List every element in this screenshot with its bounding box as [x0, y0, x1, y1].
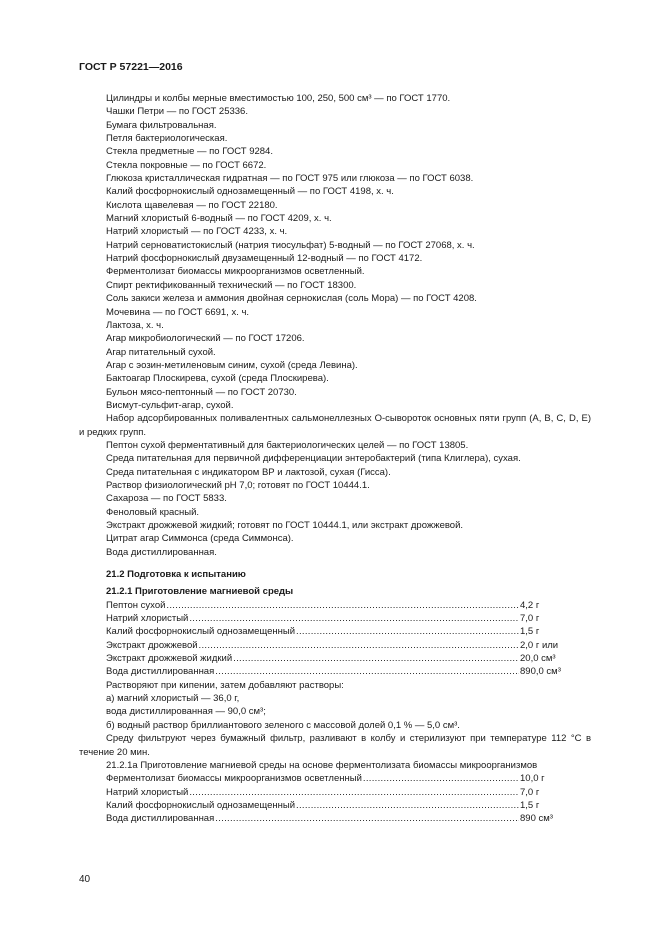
list-item: Спирт ректификованный технический — по ГОСТ 18300. [106, 279, 357, 291]
recipe-row [79, 639, 591, 652]
list-item: Пептон сухой ферментативный для бактериологических целей — по ГОСТ 13805. [106, 439, 469, 451]
ingredient-amount: 10,0 г [520, 773, 545, 785]
recipe-row [79, 599, 591, 612]
subsection-title: 21.2.1 Приготовление магниевой среды [106, 586, 294, 598]
ingredient-amount: 1,5 г [520, 799, 540, 811]
ingredient-name: Калий фосфорнокислый однозамещенный [106, 626, 296, 638]
ingredient-name: Экстракт дрожжевой жидкий [106, 653, 233, 665]
materials-list-continued [79, 439, 591, 559]
list-item: Агар микробиологический — по ГОСТ 17206. [106, 333, 305, 345]
ingredient-amount: 890 см³ [520, 813, 553, 825]
ingredient-name: Натрий хлористый [106, 786, 189, 798]
list-item: Лактоза, х. ч. [106, 319, 164, 331]
materials-list [79, 92, 591, 412]
dot-leader [296, 799, 519, 812]
list-item: Натрий хлористый — по ГОСТ 4233, х. ч. [106, 226, 288, 238]
list-item: Мочевина — по ГОСТ 6691, х. ч. [106, 306, 250, 318]
subsection2-title: 21.2.1а Приготовление магниевой среды на основе ферментолизата биомассы микроорганизмов [106, 759, 538, 771]
dot-leader [199, 639, 519, 652]
list-item: Соль закиси железа и аммония двойная сернокислая (соль Мора) — по ГОСТ 4208. [106, 293, 477, 305]
list-item: Бактоагар Плоскирева, сухой (среда Плоскирева). [106, 373, 329, 385]
page-number: 40 [79, 874, 91, 885]
dot-leader [233, 652, 519, 665]
ingredient-amount: 2,0 г или [520, 639, 559, 651]
list-item: Натрий фосфорнокислый двузамещенный 12-водный — по ГОСТ 4172. [106, 253, 423, 265]
list-item: Ферментолизат биомассы микроорганизмов осветленный. [106, 266, 365, 278]
filter-paragraph: Среду фильтруют через бумажный фильтр, разливают в колбу и стерилизуют при температуре 112 °С в течение 20 мин. [79, 733, 591, 758]
text-line: б) водный раствор бриллиантового зеленого с массовой долей 0,1 % — 5,0 см³. [106, 719, 460, 731]
ingredient-name: Вода дистиллированная [106, 666, 215, 678]
list-item: Среда питательная для первичной дифференциации энтеробактерий (типа Клиглера), сухая. [106, 453, 521, 465]
ingredient-name: Экстракт дрожжевой [106, 639, 198, 651]
ingredient-amount: 20,0 см³ [520, 653, 556, 665]
text-line: вода дистиллированная — 90,0 см³; [106, 706, 266, 718]
recipe-row [79, 812, 591, 825]
recipe-row [79, 652, 591, 665]
ingredient-amount: 7,0 г [520, 613, 540, 625]
ingredient-amount: 1,5 г [520, 626, 540, 638]
list-item: Раствор физиологический рН 7,0; готовят по ГОСТ 10444.1. [106, 479, 370, 491]
list-item: Набор адсорбированных поливалентных сальмонеллезных О-сывороток основных пяти групп (А, В, С, D, Е) и редких групп. [79, 413, 591, 438]
ingredient-name: Натрий хлористый [106, 613, 189, 625]
list-item: Среда питательная с индикатором ВР и лактозой, сухая (Гисса). [106, 466, 391, 478]
list-item: Бумага фильтровальная. [106, 119, 217, 131]
list-item: Висмут-сульфит-агар, сухой. [106, 399, 234, 411]
list-item: Цитрат агар Симмонса (среда Симмонса). [106, 533, 294, 545]
list-item: Натрий серноватистокислый (натрия тиосульфат) 5-водный — по ГОСТ 27068, х. ч. [106, 239, 475, 251]
text-line: Растворяют при кипении, затем добавляют растворы: [106, 679, 344, 691]
ingredient-name: Пептон сухой [106, 599, 166, 611]
recipe-table [79, 599, 591, 679]
recipe-row [79, 772, 591, 785]
list-item: Вода дистиллированная. [106, 546, 217, 558]
ingredient-amount: 890,0 см³ [520, 666, 561, 678]
dot-leader [166, 599, 519, 612]
dot-leader [363, 772, 519, 785]
list-item: Бульон мясо-пептонный — по ГОСТ 20730. [106, 386, 297, 398]
page-content [79, 92, 591, 826]
list-item: Калий фосфорнокислый однозамещенный — по ГОСТ 4198, х. ч. [106, 186, 394, 198]
list-item: Глюкоза кристаллическая гидратная — по ГОСТ 975 или глюкоза — по ГОСТ 6038. [106, 173, 474, 185]
list-item: Петля бактериологическая. [106, 133, 228, 145]
list-item: Стекла покровные — по ГОСТ 6672. [106, 159, 267, 171]
dot-leader [215, 665, 519, 678]
dot-leader [215, 812, 519, 825]
list-item: Феноловый красный. [106, 506, 200, 518]
recipe-row [79, 625, 591, 638]
dot-leader [296, 625, 519, 638]
list-item: Кислота щавелевая — по ГОСТ 22180. [106, 199, 278, 211]
recipe-row [79, 786, 591, 799]
recipe-row [79, 799, 591, 812]
list-item: Магний хлористый 6-водный — по ГОСТ 4209, х. ч. [106, 213, 332, 225]
recipe-row [79, 665, 591, 678]
list-item: Экстракт дрожжевой жидкий; готовят по ГОСТ 10444.1, или экстракт дрожжевой. [106, 520, 464, 531]
text-line: а) магний хлористый — 36,0 г, [106, 693, 240, 705]
section-title: 21.2 Подготовка к испытанию [106, 569, 246, 581]
ingredient-name: Калий фосфорнокислый однозамещенный [106, 799, 296, 811]
list-item: Цилиндры и колбы мерные вместимостью 100, 250, 500 см³ — по ГОСТ 1770. [106, 93, 451, 104]
list-item: Чашки Петри — по ГОСТ 25336. [106, 106, 248, 118]
ingredient-name: Вода дистиллированная [106, 813, 215, 825]
ingredient-name: Ферментолизат биомассы микроорганизмов осветленный [106, 773, 362, 785]
recipe-row [79, 612, 591, 625]
list-item: Стекла предметные — по ГОСТ 9284. [106, 146, 273, 158]
list-item: Агар питательный сухой. [106, 346, 216, 358]
list-item: Агар с эозин-метиленовым синим, сухой (среда Левина). [106, 359, 358, 371]
dot-leader [189, 612, 519, 625]
ingredient-amount: 7,0 г [520, 786, 540, 798]
ingredient-amount: 4,2 г [520, 599, 540, 611]
recipe-table-2 [79, 772, 591, 825]
list-item: Сахароза — по ГОСТ 5833. [106, 493, 227, 505]
after-recipe-text [79, 679, 591, 732]
dot-leader [189, 786, 519, 799]
document-header: ГОСТ Р 57221—2016 [79, 61, 183, 73]
